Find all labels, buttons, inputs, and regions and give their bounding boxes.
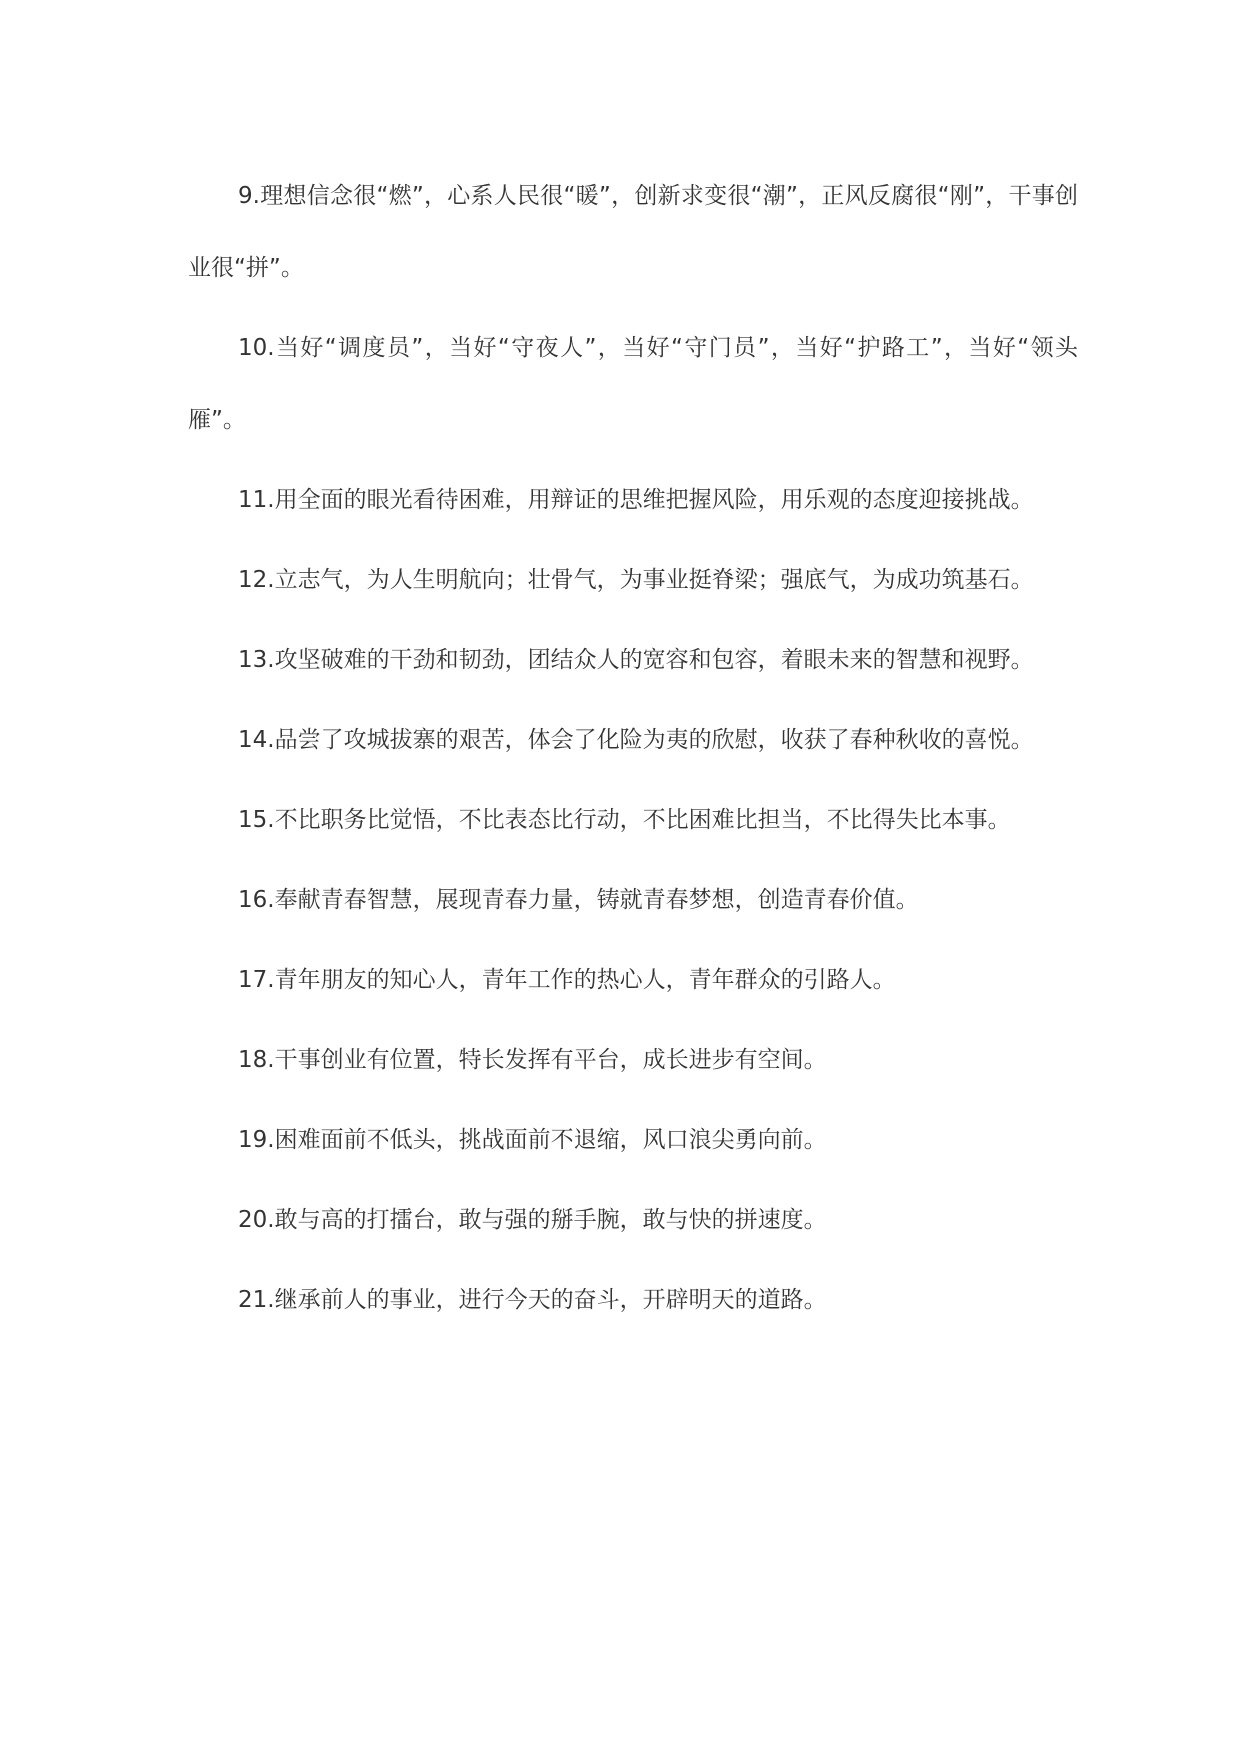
paragraph-20: 20.敢与高的打擂台，敢与强的掰手腕，敢与快的拼速度。 — [238, 1207, 827, 1233]
paragraph-13: 13.攻坚破难的干劲和韧劲，团结众人的宽容和包容，着眼未来的智慧和视野。 — [238, 647, 1034, 673]
paragraph-11: 11.用全面的眼光看待困难，用辩证的思维把握风险，用乐观的态度迎接挑战。 — [238, 487, 1034, 513]
paragraph-10: 10.当好“调度员”，当好“守夜人”，当好“守门员”，当好“护路工”，当好“领头雁”。 — [188, 335, 1078, 433]
paragraph-16: 16.奉献青春智慧，展现青春力量，铸就青春梦想，创造青春价值。 — [238, 887, 919, 913]
paragraph-21: 21.继承前人的事业，进行今天的奋斗，开辟明天的道路。 — [238, 1287, 827, 1313]
paragraph-18: 18.干事创业有位置，特长发挥有平台，成长进步有空间。 — [238, 1047, 827, 1073]
paragraph-15: 15.不比职务比觉悟，不比表态比行动，不比困难比担当，不比得失比本事。 — [238, 807, 1011, 833]
paragraph-9: 9.理想信念很“燃”，心系人民很“暖”，创新求变很“潮”，正风反腐很“刚”，干事创业很“拼”。 — [188, 183, 1078, 281]
paragraph-12: 12.立志气，为人生明航向；壮骨气，为事业挺脊梁；强底气，为成功筑基石。 — [238, 567, 1034, 593]
paragraph-19: 19.困难面前不低头，挑战面前不退缩，风口浪尖勇向前。 — [238, 1127, 827, 1153]
document-body — [188, 160, 1078, 1344]
paragraph-17: 17.青年朋友的知心人，青年工作的热心人，青年群众的引路人。 — [238, 967, 896, 993]
paragraph-14: 14.品尝了攻城拔寨的艰苦，体会了化险为夷的欣慰，收获了春种秋收的喜悦。 — [238, 727, 1034, 753]
